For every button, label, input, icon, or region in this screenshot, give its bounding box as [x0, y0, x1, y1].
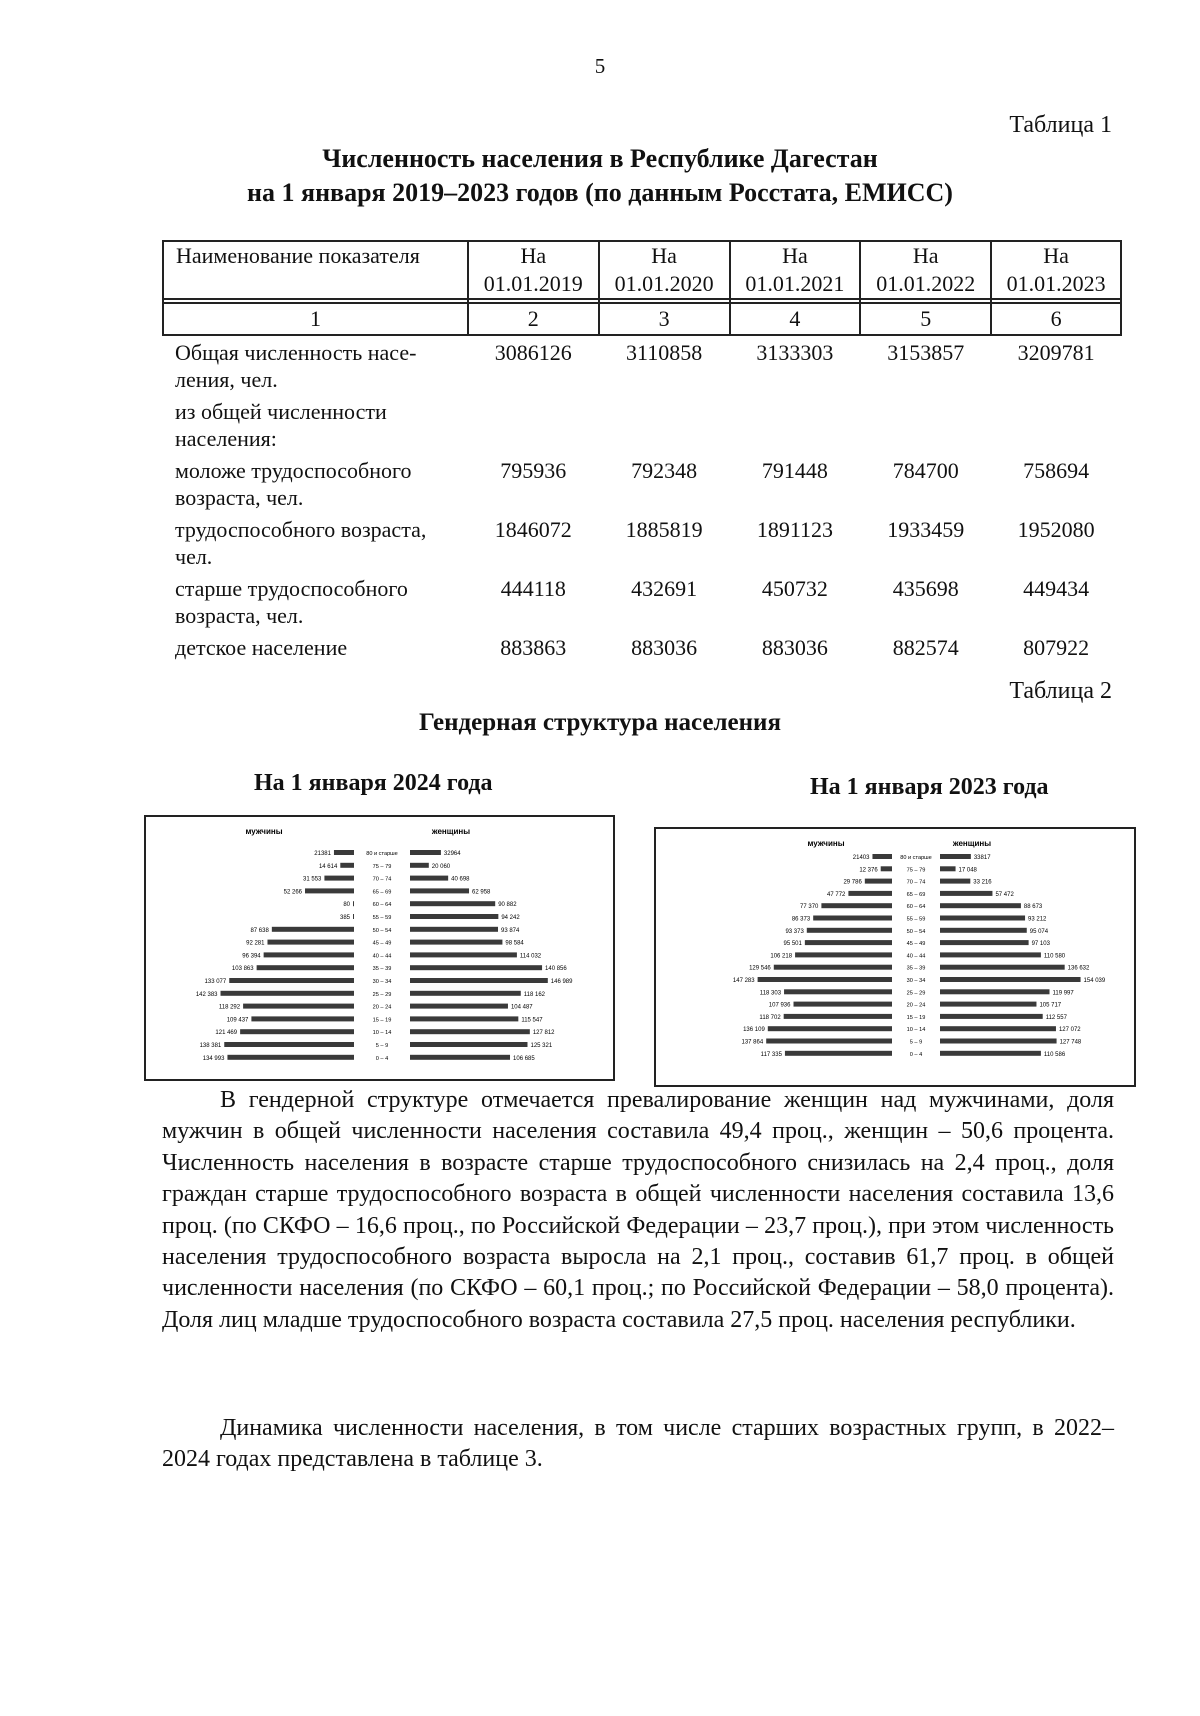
table-cell: 883863 — [500, 635, 567, 660]
table-cell: 450732 — [761, 576, 828, 601]
age-group-label: 50 – 54 — [906, 928, 926, 935]
table-row — [163, 454, 1121, 513]
women-bar — [940, 965, 1065, 970]
row-label-line: моложе трудоспособного — [175, 458, 412, 483]
women-bar — [410, 965, 542, 970]
table-cell: 791448 — [761, 458, 828, 483]
men-value-label: 136 109 — [743, 1027, 765, 1034]
row-label-line: старше трудоспособного — [175, 576, 408, 601]
men-bar — [795, 952, 892, 957]
women-value-label: 95 074 — [1029, 928, 1049, 935]
women-bar — [410, 927, 498, 932]
men-value-label: 117 335 — [760, 1051, 782, 1058]
men-bar — [221, 991, 354, 996]
women-bar — [410, 876, 448, 881]
men-value-label: 92 281 — [246, 940, 265, 947]
row-label-line: возраста, чел. — [175, 603, 304, 628]
age-group-label: 35 – 39 — [372, 966, 392, 973]
men-value-label: 52 266 — [283, 889, 303, 896]
pyramid-2023-frame — [654, 827, 1136, 1087]
row-label — [163, 631, 468, 663]
men-bar — [758, 977, 892, 982]
table-cell — [991, 395, 1121, 454]
women-bar — [940, 1039, 1057, 1044]
men-bar — [272, 927, 354, 932]
women-bar — [410, 1004, 508, 1009]
table-cell: 3086126 — [494, 340, 572, 365]
table-cell: 882574 — [892, 635, 959, 660]
men-bar — [865, 879, 892, 884]
men-value-label: 133 077 — [204, 979, 227, 985]
men-value-label: 87 638 — [250, 927, 269, 934]
men-bar — [784, 1014, 892, 1019]
women-bar — [940, 903, 1021, 908]
pyramid-2023-title: На 1 января 2023 года — [810, 774, 1049, 800]
men-bar — [267, 940, 354, 945]
men-bar — [785, 1051, 892, 1056]
column-number: 1 — [163, 303, 468, 335]
table-cell: 807922 — [1023, 635, 1090, 660]
women-value-label: 17 048 — [958, 867, 977, 874]
women-value-label: 88 673 — [1023, 904, 1043, 911]
table-cell: 1885819 — [625, 517, 703, 542]
women-value-label: 90 882 — [498, 902, 517, 909]
women-value-label: 125 321 — [530, 1043, 553, 1049]
men-bar — [224, 1042, 354, 1047]
table-cell: 3133303 — [756, 340, 834, 365]
pyramid-chart-2023 — [656, 829, 1134, 1085]
table-row — [163, 513, 1121, 572]
age-group-label: 0 – 4 — [909, 1051, 923, 1058]
men-value-label: 47 772 — [827, 891, 846, 898]
age-group-label: 60 – 64 — [906, 904, 926, 911]
men-value-label: 118 303 — [759, 990, 782, 997]
women-bar — [940, 952, 1041, 957]
age-group-label: 55 – 59 — [372, 915, 392, 921]
table-cell — [599, 395, 730, 454]
women-bar — [410, 952, 517, 957]
women-bar — [410, 1016, 518, 1021]
women-bar — [410, 1029, 530, 1034]
age-group-label: 65 – 69 — [906, 891, 926, 898]
age-group-label: 0 – 4 — [375, 1055, 389, 1062]
table-row — [163, 572, 1121, 631]
men-value-label: 109 437 — [226, 1017, 249, 1024]
table-cell: 435698 — [892, 576, 959, 601]
table-cell: 795936 — [500, 458, 567, 483]
row-label-line: трудоспособного возраста, — [175, 517, 427, 542]
women-bar — [410, 1042, 527, 1047]
men-value-label: 138 381 — [199, 1043, 222, 1049]
age-group-label: 25 – 29 — [372, 991, 392, 998]
age-group-label: 15 – 19 — [372, 1017, 392, 1024]
women-bar — [940, 866, 956, 871]
age-group-label: 45 – 49 — [372, 940, 392, 947]
row-label-line: чел. — [175, 544, 213, 569]
men-value-label: 12 376 — [859, 867, 878, 874]
men-value-label: 93 373 — [785, 928, 804, 935]
women-bar — [940, 916, 1025, 921]
men-bar — [821, 903, 892, 908]
women-bar — [410, 863, 429, 868]
age-group-label: 30 – 34 — [372, 979, 392, 985]
age-group-label: 30 – 34 — [906, 978, 926, 984]
men-value-label: 385 — [339, 915, 350, 921]
table-cell: 449434 — [1023, 576, 1090, 601]
age-group-label: 75 – 79 — [372, 863, 392, 870]
table-cell: 3110858 — [626, 340, 703, 365]
women-value-label: 40 698 — [451, 876, 470, 883]
header-indicator: Наименование показателя — [163, 241, 468, 299]
row-label — [163, 572, 468, 631]
header-date: На 01.01.2019 — [468, 241, 599, 299]
column-number-row — [163, 303, 1121, 335]
women-value-label: 106 685 — [513, 1055, 535, 1062]
age-group-label: 15 – 19 — [906, 1014, 926, 1021]
women-bar — [940, 879, 970, 884]
men-value-label: 137 864 — [741, 1039, 764, 1046]
women-value-label: 104 487 — [510, 1004, 533, 1011]
women-value-label: 93 874 — [501, 927, 520, 934]
women-bar — [410, 850, 441, 855]
women-value-label: 136 632 — [1067, 965, 1090, 972]
women-bar — [940, 989, 1049, 994]
row-label-line: возраста, чел. — [175, 485, 304, 510]
men-value-label: 86 373 — [791, 916, 811, 923]
men-bar — [813, 916, 892, 921]
table-cell: 432691 — [631, 576, 698, 601]
age-group-label: 10 – 14 — [906, 1027, 926, 1034]
row-label-line: населения: — [175, 426, 277, 451]
women-bar — [410, 1055, 510, 1060]
women-label: женщины — [952, 839, 992, 848]
men-bar — [243, 1004, 354, 1009]
row-label-line: Общая численность насе- — [175, 340, 417, 365]
women-bar — [940, 928, 1027, 933]
women-bar — [410, 940, 502, 945]
women-value-label: 32964 — [443, 851, 461, 857]
women-bar — [940, 1051, 1041, 1056]
table-cell: 444118 — [500, 576, 566, 601]
women-value-label: 62 958 — [472, 889, 491, 896]
women-value-label: 105 717 — [1039, 1002, 1062, 1009]
column-number: 5 — [860, 303, 991, 335]
men-bar — [324, 876, 354, 881]
men-value-label: 14 614 — [318, 863, 338, 870]
women-bar — [940, 854, 971, 859]
women-bar — [410, 978, 548, 983]
women-value-label: 118 162 — [523, 991, 546, 998]
table-cell — [730, 395, 861, 454]
men-bar — [257, 965, 354, 970]
men-value-label: 21381 — [314, 851, 331, 857]
men-value-label: 134 993 — [202, 1055, 225, 1062]
header-date: На 01.01.2021 — [730, 241, 861, 299]
row-label — [163, 335, 468, 395]
men-value-label: 21403 — [852, 855, 870, 861]
women-label: женщины — [431, 827, 471, 836]
men-label: мужчины — [245, 827, 283, 836]
table-cell: 3209781 — [1017, 340, 1095, 365]
header-date: На 01.01.2023 — [991, 241, 1121, 299]
age-group-label: 70 – 74 — [906, 879, 926, 886]
table-cell: 883036 — [761, 635, 828, 660]
men-bar — [768, 1026, 892, 1031]
table-cell: 1952080 — [1017, 517, 1095, 542]
age-group-label: 5 – 9 — [375, 1043, 389, 1049]
men-value-label: 147 283 — [732, 978, 755, 984]
women-value-label: 33 216 — [973, 879, 992, 886]
women-bar — [410, 991, 521, 996]
women-bar — [940, 1002, 1036, 1007]
table2-title: Гендерная структура населения — [419, 709, 781, 736]
table-header-row — [163, 241, 1121, 299]
men-bar — [784, 989, 892, 994]
age-group-label: 45 – 49 — [906, 941, 926, 948]
age-group-label: 80 и старше — [366, 851, 398, 857]
table-cell: 792348 — [631, 458, 698, 483]
table-cell: 1846072 — [494, 517, 572, 542]
pyramid-2024-title: На 1 января 2024 года — [254, 770, 493, 796]
row-label — [163, 395, 468, 454]
header-date: На 01.01.2020 — [599, 241, 730, 299]
women-bar — [940, 977, 1081, 982]
women-bar — [410, 901, 495, 906]
women-value-label: 119 997 — [1052, 990, 1074, 997]
header-date: На 01.01.2022 — [860, 241, 991, 299]
age-group-label: 25 – 29 — [906, 990, 926, 997]
row-label-line: ления, чел. — [175, 367, 278, 392]
age-group-label: 40 – 44 — [372, 953, 392, 960]
table1-title-line2: на 1 января 2019–2023 годов (по данным Росстата, ЕМИСС) — [247, 178, 953, 207]
men-value-label: 31 553 — [303, 876, 322, 883]
table2-caption: Таблица 2 — [1009, 678, 1112, 704]
age-group-label: 5 – 9 — [909, 1039, 923, 1046]
column-number: 2 — [468, 303, 599, 335]
men-bar — [227, 1055, 354, 1060]
women-value-label: 57 472 — [995, 891, 1014, 898]
women-value-label: 114 032 — [519, 953, 542, 960]
women-bar — [940, 891, 992, 896]
age-group-label: 20 – 24 — [372, 1004, 392, 1011]
row-label — [163, 513, 468, 572]
column-number: 6 — [991, 303, 1121, 335]
women-value-label: 20 060 — [431, 863, 451, 870]
men-value-label: 29 786 — [843, 879, 862, 886]
men-value-label: 80 — [343, 902, 350, 909]
age-group-label: 75 – 79 — [906, 867, 926, 874]
men-value-label: 96 394 — [242, 953, 261, 960]
column-number: 3 — [599, 303, 730, 335]
men-value-label: 121 469 — [215, 1030, 238, 1037]
women-value-label: 97 103 — [1031, 941, 1050, 948]
column-number: 4 — [730, 303, 861, 335]
pyramid-2024-frame — [144, 815, 615, 1081]
women-value-label: 127 812 — [532, 1030, 555, 1037]
table1-caption: Таблица 1 — [1009, 112, 1112, 138]
women-value-label: 127 748 — [1059, 1039, 1082, 1046]
women-bar — [940, 1014, 1043, 1019]
women-value-label: 94 242 — [501, 915, 520, 921]
women-value-label: 146 989 — [550, 979, 573, 985]
women-value-label: 127 072 — [1058, 1027, 1081, 1034]
men-bar — [229, 978, 354, 983]
table-cell: 1891123 — [756, 517, 834, 542]
table-cell: 758694 — [1023, 458, 1090, 483]
men-value-label: 77 370 — [800, 904, 819, 911]
pyramid-chart-2024 — [146, 817, 613, 1079]
age-group-label: 40 – 44 — [906, 953, 926, 960]
table1-title-line1: Численность населения в Республике Дагестан — [322, 144, 878, 173]
men-bar — [807, 928, 892, 933]
women-bar — [940, 940, 1029, 945]
women-value-label: 140 856 — [545, 966, 567, 973]
row-label — [163, 454, 468, 513]
age-group-label: 70 – 74 — [372, 876, 392, 883]
women-value-label: 110 580 — [1043, 953, 1066, 960]
age-group-label: 60 – 64 — [372, 902, 392, 909]
women-value-label: 154 039 — [1083, 978, 1106, 984]
men-value-label: 129 546 — [749, 965, 771, 972]
men-bar — [766, 1039, 892, 1044]
age-group-label: 80 и старше — [900, 855, 932, 861]
women-bar — [410, 914, 498, 919]
women-value-label: 115 547 — [521, 1017, 543, 1024]
men-value-label: 118 702 — [759, 1014, 781, 1021]
table-cell: 883036 — [631, 635, 698, 660]
table-cell: 3153857 — [887, 340, 965, 365]
age-group-label: 35 – 39 — [906, 965, 926, 972]
men-bar — [240, 1029, 354, 1034]
age-group-label: 65 – 69 — [372, 889, 392, 896]
population-table — [162, 240, 1122, 663]
men-bar — [848, 891, 892, 896]
men-bar — [872, 854, 892, 859]
women-value-label: 110 586 — [1043, 1051, 1066, 1058]
men-bar — [305, 888, 354, 893]
men-bar — [881, 866, 892, 871]
table-row — [163, 395, 1121, 454]
men-bar — [334, 850, 354, 855]
table-cell: 784700 — [892, 458, 959, 483]
women-value-label: 33817 — [973, 855, 991, 861]
women-bar — [410, 888, 469, 893]
men-value-label: 103 863 — [231, 966, 254, 973]
men-bar — [251, 1016, 354, 1021]
women-value-label: 93 212 — [1028, 916, 1047, 923]
women-bar — [940, 1026, 1056, 1031]
men-label: мужчины — [807, 839, 845, 848]
men-value-label: 106 218 — [770, 953, 793, 960]
men-value-label: 142 383 — [195, 991, 218, 998]
men-bar — [805, 940, 892, 945]
table-row — [163, 631, 1121, 663]
men-bar — [264, 952, 354, 957]
women-value-label: 98 584 — [505, 940, 524, 947]
body-paragraph-1: В гендерной структуре отмечается превалирование женщин над мужчинами, доля мужчин в общей численности населения составила 49,4 проц., женщин – 50,6 процента. Численность населения в возрасте старше трудоспособного снизилась на 2,4 проц., доля граждан старше трудоспособного возраста в общей численности населения составила 13,6 проц. (по СКФО – 16,6 проц., по Российской Федерации – 23,7 проц.), при этом численность населения трудоспособного возраста выросла на 2,1 проц., составив 61,7 проц. в общей численности населения (по СКФО – 60,1 проц.; по Российской Федерации – 58,0 процента). Доля лиц младше трудоспособного возраста составила 27,5 проц. населения республики. — [162, 1087, 1114, 1333]
women-value-label: 112 557 — [1045, 1014, 1067, 1021]
table-row — [163, 335, 1121, 395]
age-group-label: 55 – 59 — [906, 916, 926, 923]
age-group-label: 10 – 14 — [372, 1030, 392, 1037]
table-cell — [468, 395, 599, 454]
men-value-label: 95 501 — [783, 941, 802, 948]
page-number: 5 — [594, 54, 606, 78]
men-value-label: 118 292 — [218, 1004, 241, 1011]
table-cell: 1933459 — [887, 517, 965, 542]
men-bar — [774, 965, 892, 970]
row-label-line: из общей численности — [175, 399, 387, 424]
men-bar — [353, 914, 354, 919]
age-group-label: 50 – 54 — [372, 927, 392, 934]
body-paragraph-2: Динамика численности населения, в том числе старших возрастных групп, в 2022–2024 годах представлена в таблице 3. — [162, 1415, 1114, 1473]
men-bar — [340, 863, 354, 868]
table-cell — [860, 395, 991, 454]
men-value-label: 107 936 — [768, 1002, 791, 1009]
men-bar — [794, 1002, 892, 1007]
men-bar — [353, 901, 354, 906]
row-label-line: детское население — [175, 635, 348, 660]
age-group-label: 20 – 24 — [906, 1002, 926, 1009]
